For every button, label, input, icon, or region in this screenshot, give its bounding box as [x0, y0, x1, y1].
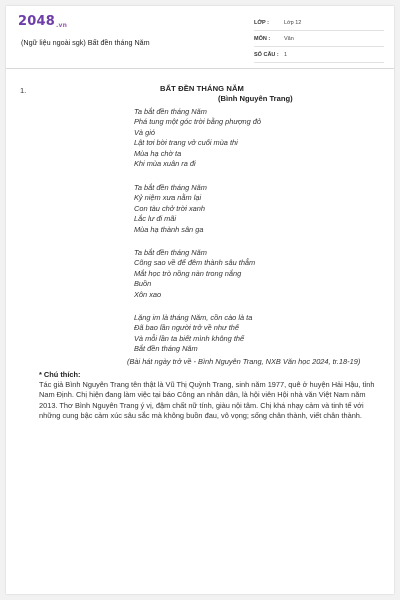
poem-line: Đã bao lần người trở về như thế: [134, 323, 239, 333]
logo-suffix: .vn: [55, 22, 68, 29]
poem-author: (Bình Nguyên Trang): [218, 94, 293, 103]
poem-line: Mùa hạ chờ ta: [134, 148, 182, 158]
note-heading: * Chú thích:: [39, 370, 81, 379]
meta-row-question-count: [254, 47, 384, 63]
meta-row-subject: [254, 31, 384, 47]
stanza-4: [134, 313, 252, 355]
note-body: Tác giả Bình Nguyên Trang tên thật là Vũ Thị Quỳnh Trang, sinh năm 1977, quê ở huyện Hải Hậu, tỉnh Nam Định. Chị hiện đang làm việc tại báo Công an nhân dân, là hội viên Hội nhà văn Việt Nam năm 2013. Thơ Bình Nguyên Trang ý vị, đậm chất nữ tính, giàu nội tâm. Chị khá nhạy cảm và tinh tế với những cung bậc cảm xúc sâu sắc mà không buồn đau, vô vọng; sống chân thành, viết chân thành.: [39, 380, 375, 421]
poem-line: Ta bắt đền tháng Năm: [134, 183, 207, 192]
stanza-3: [134, 248, 255, 300]
poem-line: Mùa hạ thành sân ga: [134, 224, 204, 234]
poem-line: Lật tơi bời trang vở cuối mùa thi: [134, 138, 238, 148]
meta-label: LỚP :: [254, 19, 269, 26]
meta-label: SỐ CÂU :: [254, 51, 279, 58]
poem-line: Khi mùa xuân ra đi: [134, 159, 196, 169]
poem-line: Buồn: [134, 279, 152, 289]
poem-line: Và gió: [134, 127, 155, 137]
poem-line: Mắt học trò nồng nàn trong nắng: [134, 268, 242, 278]
meta-value: 1: [284, 51, 288, 58]
poem-line: Xôn xao: [134, 289, 162, 299]
worksheet-meta: [254, 15, 384, 63]
question-number: 1.: [20, 86, 27, 95]
poem-title: BẤT ĐỀN THÁNG NĂM: [160, 84, 244, 93]
stanza-2: [134, 183, 207, 235]
poem-line: Phá tung một góc trời bằng phượng đỏ: [134, 117, 262, 127]
poem-line: Cõng sao về để đêm thành sâu thẳm: [134, 258, 256, 268]
poem-line: Và mỗi lần ta biết mình không thể: [134, 333, 245, 343]
meta-row-class: [254, 15, 384, 31]
meta-value: Lớp 12: [284, 19, 302, 26]
poem-line: Ta bắt đền tháng Năm: [134, 248, 207, 257]
logo-text: 2048: [18, 14, 55, 29]
meta-label: MÔN :: [254, 35, 271, 42]
worksheet-header: [6, 6, 394, 69]
stanza-1: [134, 107, 261, 169]
poem-line: Lặng im là tháng Năm, cồn cào là ta: [134, 313, 253, 322]
poem-line: Ta bắt đền tháng Năm: [134, 107, 207, 116]
poem-line: Con tàu chở trời xanh: [134, 203, 205, 213]
poem-line: Kỷ niệm xưa nằm lại: [134, 193, 202, 203]
poem-line: Lắc lư đi mãi: [134, 214, 177, 224]
worksheet-title: (Ngữ liệu ngoài sgk) Bất đền tháng Năm: [21, 38, 150, 47]
poem-line: Bắt đền tháng Năm: [134, 344, 198, 354]
site-logo[interactable]: [18, 14, 67, 29]
poem-source: (Bài hát ngày trở về - Bình Nguyên Trang, NXB Văn học 2024, tr.18-19): [127, 357, 361, 366]
meta-value: Văn: [284, 35, 294, 42]
worksheet-page: [6, 6, 394, 594]
